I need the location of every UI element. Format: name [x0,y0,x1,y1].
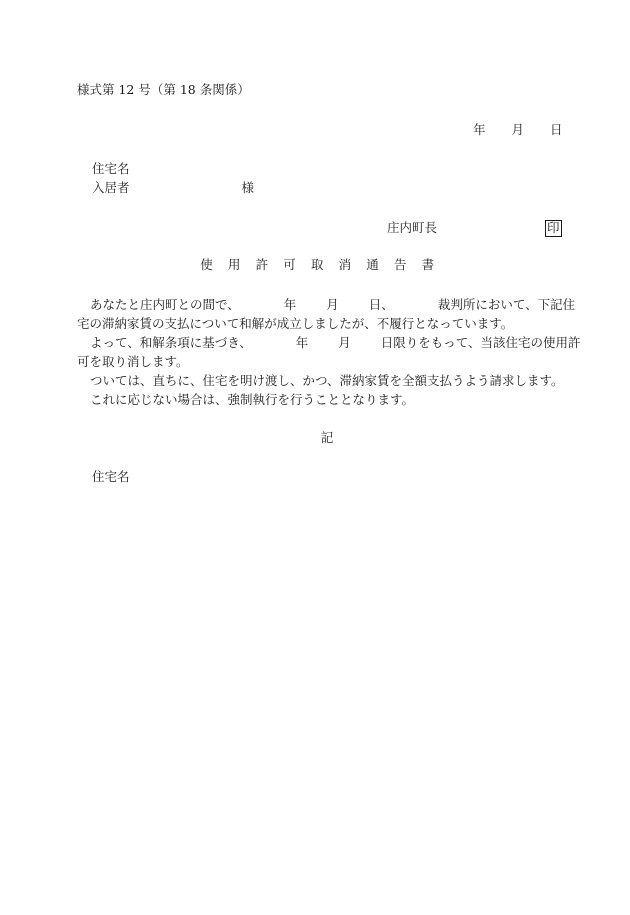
ki-text: 記 [320,430,334,445]
date-year: 年 [473,122,486,137]
p2-seg1: よって、和解条項に基づき、 [90,335,252,350]
p2-year: 年 [295,335,309,350]
body-p3-line1: ついては、直ちに、住宅を明け渡し、かつ、滞納家賃を全額支払うよう請求します。 [90,373,564,388]
occupant-line [92,182,254,195]
p1-seg1: あなたと庄内町との間で、 [90,297,240,312]
body-paragraph-2 [77,333,581,371]
ki-heading [0,432,630,445]
issuer-line [387,220,562,237]
honorific: 様 [241,180,255,195]
date-month: 月 [511,122,525,137]
occupant-label: 入居者 [92,180,130,195]
p1-seg2: 裁判所において、下記住 [437,297,576,312]
seal-mark: 印 [547,220,560,235]
body-paragraph-4 [77,390,577,409]
p1-year: 年 [283,297,297,312]
mayor-label: 庄内町長 [387,220,438,235]
body-p2-line1 [77,333,581,352]
body-p2-line2: 可を取り消します。 [77,354,189,369]
form-number: 様式第 12 号（第 18 条関係） [77,82,250,97]
body-p1-line1 [77,295,577,314]
body-p4-line1: これに応じない場合は、強制執行を行うこととなります。 [90,392,415,407]
housing-name-label: 住宅名 [92,161,130,176]
p2-month: 月 [338,335,351,350]
body-paragraph-3 [77,371,577,390]
p2-seg2: 日限りをもって、当該住宅の使用許 [380,335,581,350]
p1-day: 日、 [368,297,394,312]
record-housing-name-label: 住宅名 [92,469,130,484]
body-p1-line2: 宅の滞納家賃の支払について和解が成立しましたが、不履行となっています。 [77,316,514,331]
date-day: 日 [550,122,563,137]
body-paragraph-1 [77,295,577,333]
date-line [473,124,563,137]
document-title-text: 使 用 許 可 取 消 通 告 書 [200,257,440,272]
p1-month: 月 [326,297,339,312]
document-title [0,259,630,272]
